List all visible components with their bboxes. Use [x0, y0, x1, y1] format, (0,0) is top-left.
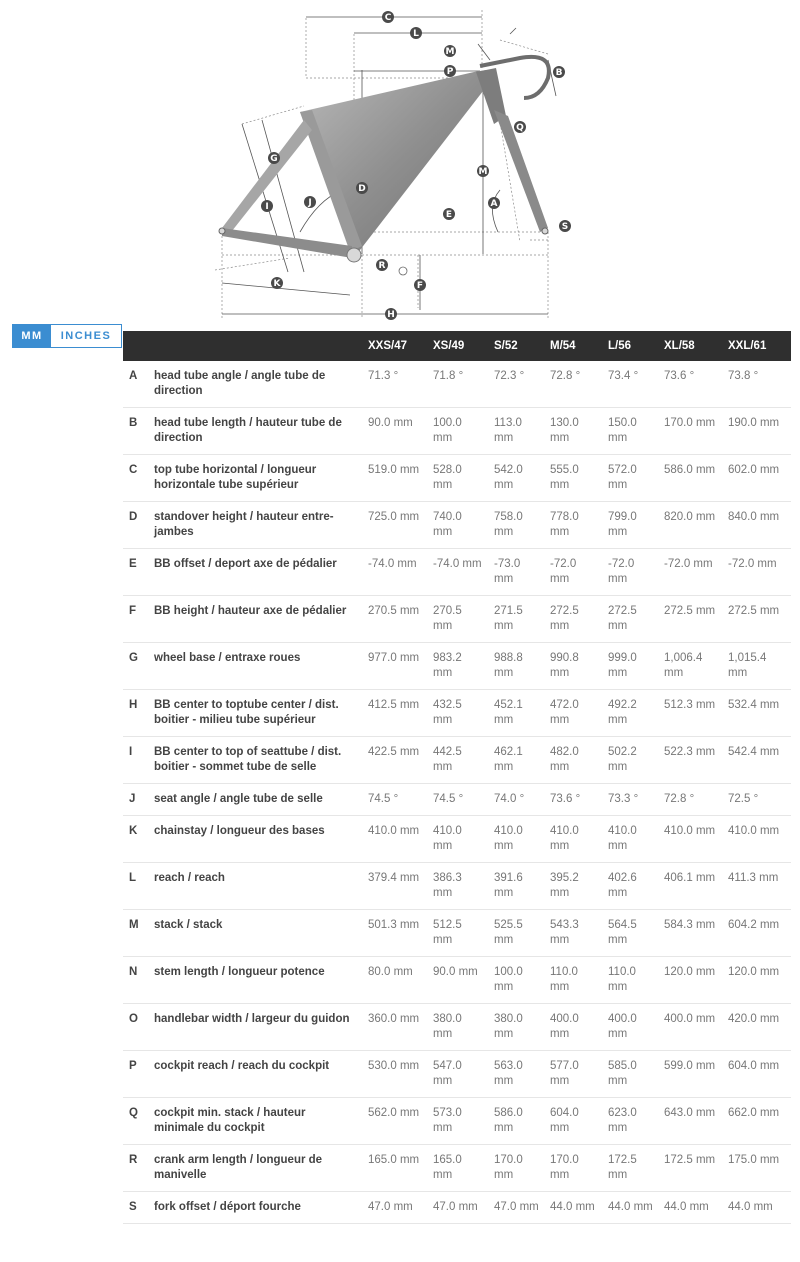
table-row [123, 1192, 791, 1224]
cell-value: 564.5 mm [602, 910, 658, 957]
cell-value: 100.0 mm [427, 408, 488, 455]
table-body [123, 361, 791, 1224]
row-code: L [123, 863, 148, 910]
svg-text:P: P [446, 67, 454, 77]
svg-text:C: C [384, 13, 392, 23]
row-label: BB center to toptube center / dist. boitier - milieu tube supérieur [148, 690, 362, 737]
diagram-label-l [410, 27, 422, 39]
cell-value: 452.1 mm [488, 690, 544, 737]
column-header: M/54 [544, 331, 602, 361]
cell-value: 73.3 ° [602, 784, 658, 816]
cell-value: 662.0 mm [722, 1098, 791, 1145]
diagram-label-r [376, 259, 388, 271]
cell-value: 983.2 mm [427, 643, 488, 690]
cell-value: 422.5 mm [362, 737, 427, 784]
cell-value: 90.0 mm [427, 957, 488, 1004]
bike-geometry-diagram [0, 0, 800, 325]
diagram-label-a [488, 197, 500, 209]
svg-text:G: G [270, 154, 278, 164]
cell-value: 170.0 mm [488, 1145, 544, 1192]
svg-text:R: R [378, 261, 386, 271]
cell-value: 542.0 mm [488, 455, 544, 502]
cell-value: 547.0 mm [427, 1051, 488, 1098]
row-label: stack / stack [148, 910, 362, 957]
row-code: Q [123, 1098, 148, 1145]
diagram-label-p [444, 65, 456, 77]
row-label: head tube length / hauteur tube de direction [148, 408, 362, 455]
cell-value: -72.0 mm [544, 549, 602, 596]
cell-value: -72.0 mm [722, 549, 791, 596]
geometry-table [123, 331, 791, 1224]
cell-value: 643.0 mm [658, 1098, 722, 1145]
cell-value: 73.6 ° [544, 784, 602, 816]
row-label: head tube angle / angle tube de direction [148, 361, 362, 408]
diagram-label-g [385, 308, 397, 320]
table-header-row [123, 331, 791, 361]
table-row [123, 910, 791, 957]
cell-value: 410.0 mm [362, 816, 427, 863]
table-row [123, 1051, 791, 1098]
cell-value: 272.5 mm [658, 596, 722, 643]
cell-value: 272.5 mm [544, 596, 602, 643]
cell-value: 172.5 mm [602, 1145, 658, 1192]
diagram-label-q [514, 121, 526, 133]
diagram-label-c [382, 11, 394, 23]
cell-value: 71.3 ° [362, 361, 427, 408]
cell-value: 113.0 mm [488, 408, 544, 455]
svg-text:B: B [555, 68, 563, 78]
cell-value: 602.0 mm [722, 455, 791, 502]
cell-value: 170.0 mm [544, 1145, 602, 1192]
row-code: B [123, 408, 148, 455]
row-code: S [123, 1192, 148, 1224]
svg-text:K: K [273, 279, 281, 289]
row-label: standover height / hauteur entre-jambes [148, 502, 362, 549]
cell-value: 555.0 mm [544, 455, 602, 502]
cell-value: 72.3 ° [488, 361, 544, 408]
cell-value: 525.5 mm [488, 910, 544, 957]
diagram-label-k [271, 277, 283, 289]
cell-value: 73.8 ° [722, 361, 791, 408]
svg-text:M: M [445, 47, 455, 57]
cell-value: -74.0 mm [427, 549, 488, 596]
row-code: J [123, 784, 148, 816]
row-code: G [123, 643, 148, 690]
cell-value: 420.0 mm [722, 1004, 791, 1051]
diagram-label-i [261, 200, 273, 212]
cell-value: 519.0 mm [362, 455, 427, 502]
cell-value: 410.0 mm [658, 816, 722, 863]
cell-value: 528.0 mm [427, 455, 488, 502]
table-row [123, 361, 791, 408]
row-label: seat angle / angle tube de selle [148, 784, 362, 816]
row-code: I [123, 737, 148, 784]
table-row [123, 737, 791, 784]
table-row [123, 596, 791, 643]
table-row [123, 1004, 791, 1051]
unit-mm-button[interactable]: MM [13, 325, 51, 347]
cell-value: 72.5 ° [722, 784, 791, 816]
cell-value: -72.0 mm [602, 549, 658, 596]
row-label: chainstay / longueur des bases [148, 816, 362, 863]
bike-frame [219, 57, 549, 275]
row-code: C [123, 455, 148, 502]
cell-value: 90.0 mm [362, 408, 427, 455]
cell-value: 542.4 mm [722, 737, 791, 784]
cell-value: 71.8 ° [427, 361, 488, 408]
cell-value: 72.8 ° [658, 784, 722, 816]
cell-value: 573.0 mm [427, 1098, 488, 1145]
cell-value: 412.5 mm [362, 690, 427, 737]
cell-value: 502.2 mm [602, 737, 658, 784]
cell-value: 758.0 mm [488, 502, 544, 549]
cell-value: 584.3 mm [658, 910, 722, 957]
row-code: R [123, 1145, 148, 1192]
diagram-label-j [304, 196, 316, 208]
cell-value: 165.0 mm [362, 1145, 427, 1192]
table-row [123, 455, 791, 502]
column-header: S/52 [488, 331, 544, 361]
cell-value: 175.0 mm [722, 1145, 791, 1192]
diagram-label-d [356, 182, 368, 194]
cell-value: 585.0 mm [602, 1051, 658, 1098]
row-label: wheel base / entraxe roues [148, 643, 362, 690]
cell-value: 530.0 mm [362, 1051, 427, 1098]
cell-value: 586.0 mm [488, 1098, 544, 1145]
cell-value: 386.3 mm [427, 863, 488, 910]
diagram-label-m [477, 165, 489, 177]
cell-value: 44.0 mm [544, 1192, 602, 1224]
cell-value: 100.0 mm [488, 957, 544, 1004]
cell-value: 270.5 mm [427, 596, 488, 643]
unit-toggle [12, 324, 122, 348]
cell-value: 799.0 mm [602, 502, 658, 549]
table-row [123, 502, 791, 549]
cell-value: 410.0 mm [602, 816, 658, 863]
svg-text:E: E [445, 210, 453, 220]
cell-value: 411.3 mm [722, 863, 791, 910]
cell-value: 395.2 mm [544, 863, 602, 910]
cell-value: 110.0 mm [544, 957, 602, 1004]
table-row [123, 1098, 791, 1145]
cell-value: 501.3 mm [362, 910, 427, 957]
cell-value: 47.0 mm [427, 1192, 488, 1224]
cell-value: 74.5 ° [362, 784, 427, 816]
cell-value: 604.0 mm [544, 1098, 602, 1145]
cell-value: 442.5 mm [427, 737, 488, 784]
cell-value: 604.2 mm [722, 910, 791, 957]
cell-value: 400.0 mm [602, 1004, 658, 1051]
row-label: stem length / longueur potence [148, 957, 362, 1004]
row-label: cockpit reach / reach du cockpit [148, 1051, 362, 1098]
cell-value: 120.0 mm [658, 957, 722, 1004]
cell-value: 391.6 mm [488, 863, 544, 910]
row-label: reach / reach [148, 863, 362, 910]
cell-value: 130.0 mm [544, 408, 602, 455]
row-code: D [123, 502, 148, 549]
svg-text:J: J [308, 198, 312, 208]
cell-value: 73.6 ° [658, 361, 722, 408]
svg-text:H: H [387, 310, 395, 320]
cell-value: 840.0 mm [722, 502, 791, 549]
table-row [123, 1145, 791, 1192]
table-row [123, 549, 791, 596]
cell-value: 563.0 mm [488, 1051, 544, 1098]
cell-value: 577.0 mm [544, 1051, 602, 1098]
cell-value: 623.0 mm [602, 1098, 658, 1145]
cell-value: 150.0 mm [602, 408, 658, 455]
table-row [123, 690, 791, 737]
row-label: crank arm length / longueur de manivelle [148, 1145, 362, 1192]
cell-value: 379.4 mm [362, 863, 427, 910]
cell-value: 599.0 mm [658, 1051, 722, 1098]
header-blank [123, 331, 148, 361]
cell-value: 977.0 mm [362, 643, 427, 690]
cell-value: 165.0 mm [427, 1145, 488, 1192]
diagram-label-n [444, 45, 456, 57]
cell-value: 999.0 mm [602, 643, 658, 690]
svg-text:Q: Q [516, 123, 524, 133]
unit-inches-button[interactable]: INCHES [51, 325, 121, 347]
cell-value: 172.5 mm [658, 1145, 722, 1192]
cell-value: 410.0 mm [722, 816, 791, 863]
cell-value: 272.5 mm [602, 596, 658, 643]
cell-value: 272.5 mm [722, 596, 791, 643]
table-row [123, 863, 791, 910]
row-code: N [123, 957, 148, 1004]
row-code: H [123, 690, 148, 737]
row-code: A [123, 361, 148, 408]
cell-value: 410.0 mm [427, 816, 488, 863]
row-label: BB center to top of seattube / dist. boitier - sommet tube de selle [148, 737, 362, 784]
diagram-label-s [559, 220, 571, 232]
cell-value: 462.1 mm [488, 737, 544, 784]
cell-value: 110.0 mm [602, 957, 658, 1004]
cell-value: 988.8 mm [488, 643, 544, 690]
cell-value: 512.3 mm [658, 690, 722, 737]
diagram-label-b [553, 66, 565, 78]
cell-value: -73.0 mm [488, 549, 544, 596]
column-header: XXL/61 [722, 331, 791, 361]
cell-value: 990.8 mm [544, 643, 602, 690]
cell-value: 406.1 mm [658, 863, 722, 910]
cell-value: 482.0 mm [544, 737, 602, 784]
row-label: cockpit min. stack / hauteur minimale du cockpit [148, 1098, 362, 1145]
cell-value: 190.0 mm [722, 408, 791, 455]
cell-value: 492.2 mm [602, 690, 658, 737]
svg-text:D: D [358, 184, 366, 194]
row-label: fork offset / déport fourche [148, 1192, 362, 1224]
diagram-label-h [268, 152, 280, 164]
cell-value: 586.0 mm [658, 455, 722, 502]
column-header: XS/49 [427, 331, 488, 361]
cell-value: 725.0 mm [362, 502, 427, 549]
cell-value: 74.0 ° [488, 784, 544, 816]
row-label: BB height / hauteur axe de pédalier [148, 596, 362, 643]
cell-value: 410.0 mm [544, 816, 602, 863]
cell-value: 740.0 mm [427, 502, 488, 549]
svg-text:F: F [416, 281, 424, 291]
table-row [123, 643, 791, 690]
row-code: O [123, 1004, 148, 1051]
cell-value: 410.0 mm [488, 816, 544, 863]
diagram-label-e [443, 208, 455, 220]
cell-value: 778.0 mm [544, 502, 602, 549]
cell-value: 1,015.4 mm [722, 643, 791, 690]
table-row [123, 408, 791, 455]
cell-value: 472.0 mm [544, 690, 602, 737]
cell-value: 47.0 mm [488, 1192, 544, 1224]
cell-value: 432.5 mm [427, 690, 488, 737]
svg-text:A: A [490, 199, 498, 209]
row-code: F [123, 596, 148, 643]
table-row [123, 816, 791, 863]
cell-value: 562.0 mm [362, 1098, 427, 1145]
cell-value: -74.0 mm [362, 549, 427, 596]
cell-value: 44.0 mm [602, 1192, 658, 1224]
cell-value: 400.0 mm [658, 1004, 722, 1051]
svg-text:L: L [413, 29, 419, 39]
row-code: M [123, 910, 148, 957]
cell-value: 44.0 mm [658, 1192, 722, 1224]
cell-value: 74.5 ° [427, 784, 488, 816]
cell-value: 44.0 mm [722, 1192, 791, 1224]
cell-value: 572.0 mm [602, 455, 658, 502]
cell-value: 543.3 mm [544, 910, 602, 957]
cell-value: 271.5 mm [488, 596, 544, 643]
column-header: XL/58 [658, 331, 722, 361]
svg-text:I: I [265, 202, 269, 212]
cell-value: 604.0 mm [722, 1051, 791, 1098]
cell-value: 170.0 mm [658, 408, 722, 455]
table-row [123, 784, 791, 816]
cell-value: -72.0 mm [658, 549, 722, 596]
cell-value: 47.0 mm [362, 1192, 427, 1224]
cell-value: 73.4 ° [602, 361, 658, 408]
cell-value: 360.0 mm [362, 1004, 427, 1051]
cell-value: 820.0 mm [658, 502, 722, 549]
cell-value: 400.0 mm [544, 1004, 602, 1051]
diagram-label-f [414, 279, 426, 291]
cell-value: 522.3 mm [658, 737, 722, 784]
cell-value: 80.0 mm [362, 957, 427, 1004]
cell-value: 380.0 mm [427, 1004, 488, 1051]
cell-value: 270.5 mm [362, 596, 427, 643]
row-code: P [123, 1051, 148, 1098]
header-blank [148, 331, 362, 361]
cell-value: 72.8 ° [544, 361, 602, 408]
cell-value: 512.5 mm [427, 910, 488, 957]
column-header: XXS/47 [362, 331, 427, 361]
table-row [123, 957, 791, 1004]
cell-value: 380.0 mm [488, 1004, 544, 1051]
row-label: top tube horizontal / longueur horizontale tube supérieur [148, 455, 362, 502]
cell-value: 120.0 mm [722, 957, 791, 1004]
svg-text:M: M [478, 167, 488, 177]
row-label: BB offset / deport axe de pédalier [148, 549, 362, 596]
cell-value: 1,006.4 mm [658, 643, 722, 690]
cell-value: 402.6 mm [602, 863, 658, 910]
cell-value: 532.4 mm [722, 690, 791, 737]
svg-text:S: S [561, 222, 569, 232]
row-label: handlebar width / largeur du guidon [148, 1004, 362, 1051]
column-header: L/56 [602, 331, 658, 361]
row-code: K [123, 816, 148, 863]
row-code: E [123, 549, 148, 596]
